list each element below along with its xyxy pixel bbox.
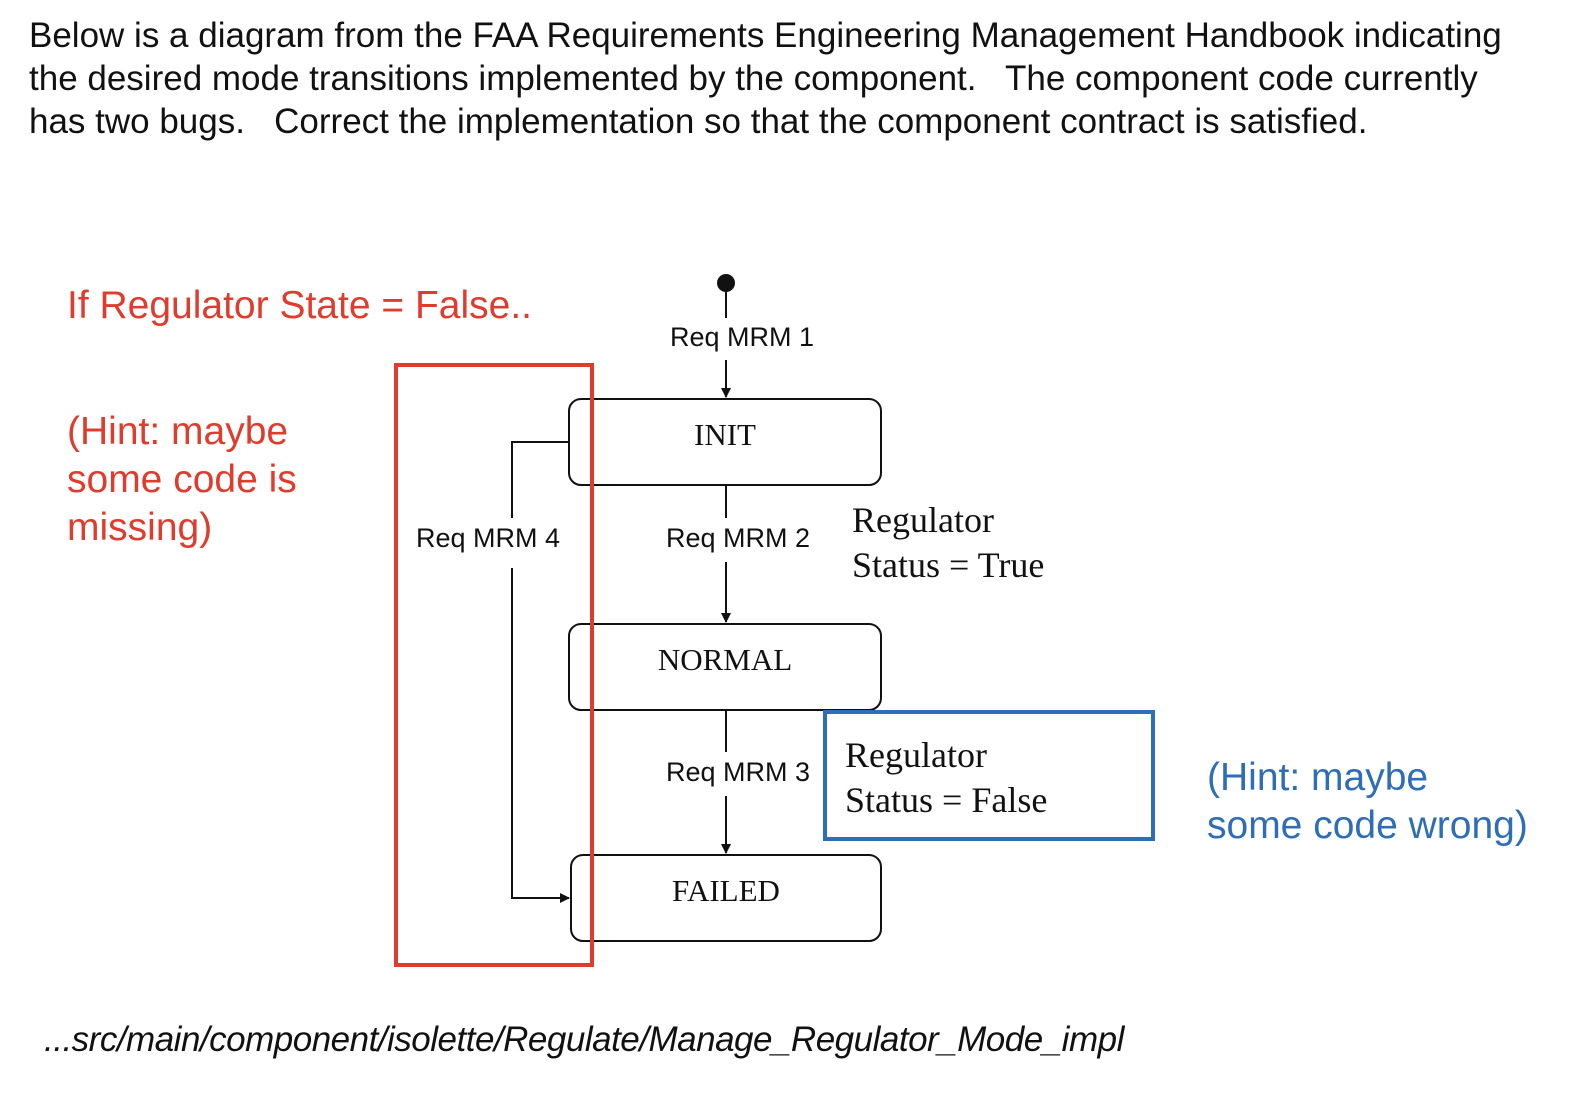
instructions-line-2: the desired mode transitions implemented by the component. The component code currently bbox=[29, 59, 1478, 98]
blue-hint-line-2: some code wrong) bbox=[1207, 804, 1528, 847]
red-hint-line-1: (Hint: maybe bbox=[67, 410, 289, 453]
mrm4-path-bottom bbox=[512, 568, 569, 898]
red-annotation-title: If Regulator State = False.. bbox=[67, 284, 532, 327]
false-condition-line-1: Regulator bbox=[845, 735, 987, 775]
blue-hint-line-1: (Hint: maybe bbox=[1207, 756, 1429, 799]
instructions-line-3: has two bugs. Correct the implementation so that the component contract is satisfied. bbox=[29, 102, 1368, 141]
source-file-path: ...src/main/component/isolette/Regulate/Manage_Regulator_Mode_impl bbox=[44, 1020, 1124, 1059]
state-failed-label: FAILED bbox=[672, 873, 780, 908]
red-highlight-box bbox=[396, 365, 592, 965]
mrm4-label: Req MRM 4 bbox=[415, 523, 561, 553]
state-init-label: INIT bbox=[694, 417, 756, 452]
false-condition-line-2: Status = False bbox=[845, 780, 1048, 820]
true-condition-line-1: Regulator bbox=[852, 500, 994, 540]
instructions-line-1: Below is a diagram from the FAA Requirements Engineering Management Handbook indicating bbox=[29, 16, 1502, 55]
mrm2-label: Req MRM 2 bbox=[665, 523, 811, 553]
mrm3-label: Req MRM 3 bbox=[665, 757, 811, 787]
true-condition-line-2: Status = True bbox=[852, 545, 1045, 585]
mrm1-label: Req MRM 1 bbox=[669, 322, 815, 352]
mrm4-path-top bbox=[512, 442, 569, 518]
red-hint-line-2: some code is bbox=[67, 458, 297, 501]
red-hint-line-3: missing) bbox=[67, 506, 213, 549]
initial-state-dot bbox=[717, 274, 735, 292]
state-normal-label: NORMAL bbox=[657, 642, 793, 677]
